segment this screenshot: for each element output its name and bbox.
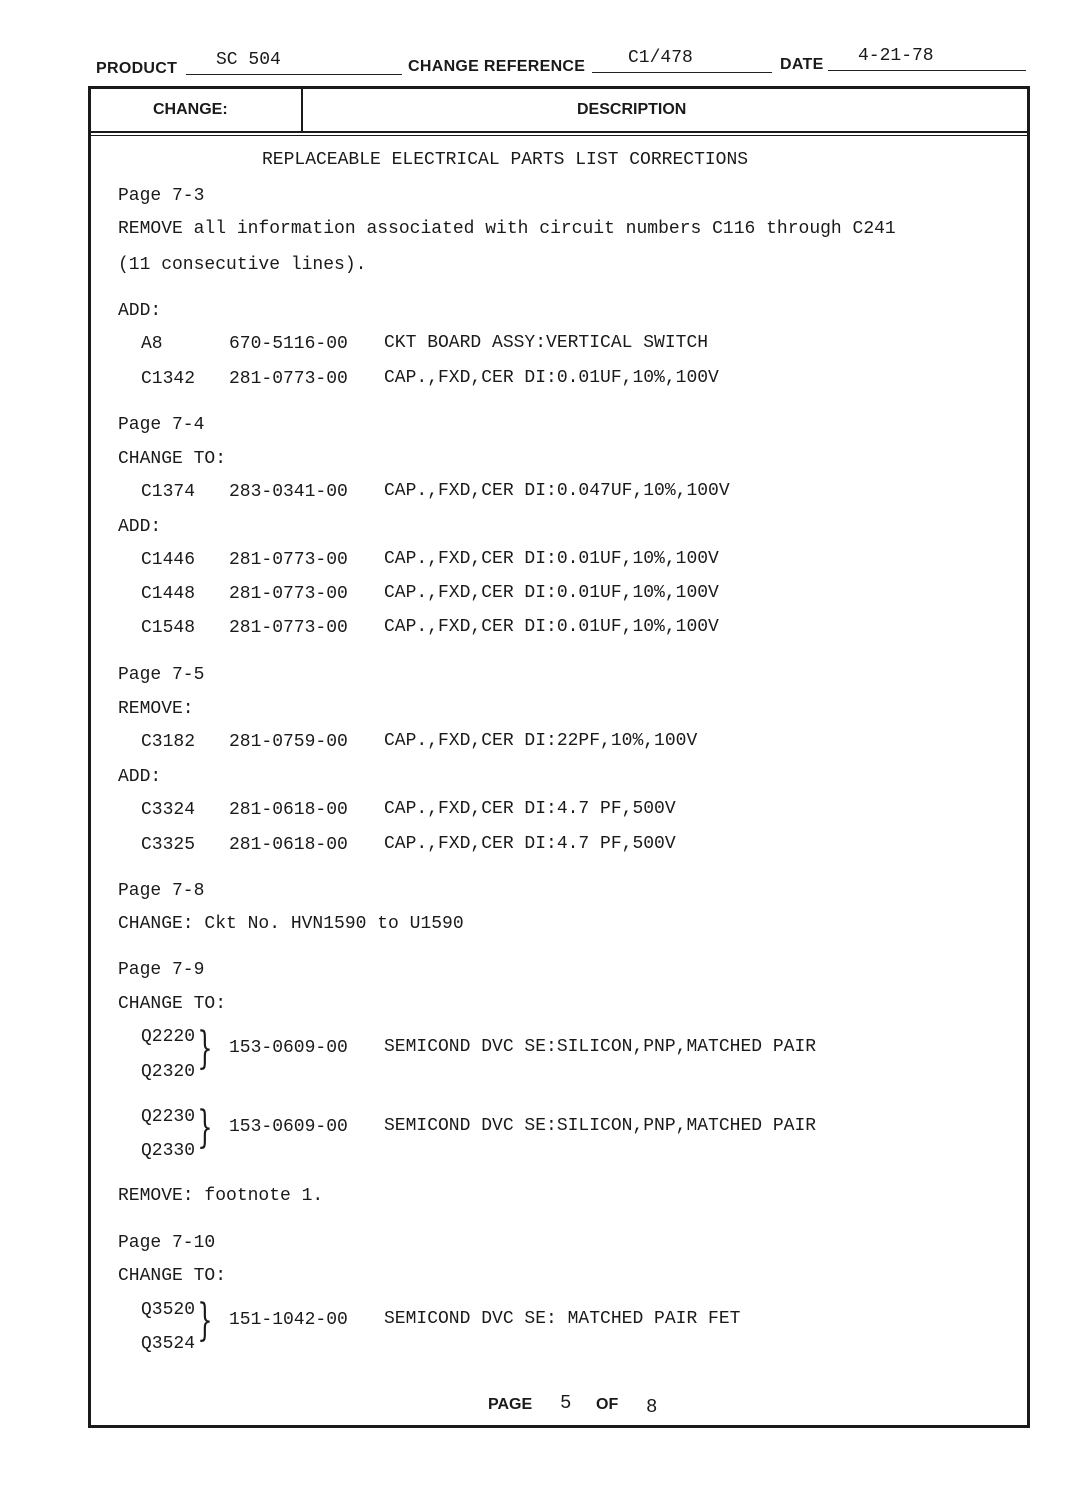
circuit-number: Q2230 — [141, 1107, 196, 1127]
page-ref-7-10: Page 7-10 — [118, 1233, 216, 1253]
part-description: CAP.,FXD,CER DI:4.7 PF,500V — [384, 799, 676, 819]
circuit-number: Q2330 — [141, 1141, 196, 1161]
part-description: CAP.,FXD,CER DI:0.01UF,10%,100V — [384, 368, 719, 388]
remove-label: REMOVE: — [118, 699, 194, 719]
part-description: CAP.,FXD,CER DI:0.01UF,10%,100V — [384, 549, 719, 569]
page-ref-7-5: Page 7-5 — [118, 665, 205, 685]
product-underline — [186, 74, 402, 75]
description-column-header: DESCRIPTION — [577, 101, 687, 118]
change-form-frame — [88, 86, 1030, 1428]
of-label: OF — [596, 1396, 619, 1413]
change-reference-value: C1/478 — [628, 48, 693, 68]
pair-brace-icon: } — [197, 1295, 213, 1346]
add-label: ADD: — [118, 301, 162, 321]
part-description: SEMICOND DVC SE:SILICON,PNP,MATCHED PAIR — [384, 1037, 817, 1057]
change-to-label: CHANGE TO: — [118, 1266, 227, 1286]
circuit-number: Q2220 — [141, 1027, 196, 1047]
part-description: SEMICOND DVC SE:SILICON,PNP,MATCHED PAIR — [384, 1116, 817, 1136]
change-column-header: CHANGE: — [153, 101, 228, 118]
circuit-number: Q3524 — [141, 1334, 196, 1354]
page-ref-7-4: Page 7-4 — [118, 415, 205, 435]
circuit-number: A8 — [141, 334, 163, 354]
page-ref-7-9: Page 7-9 — [118, 960, 205, 980]
add-label: ADD: — [118, 517, 162, 537]
part-number: 281-0759-00 — [229, 732, 348, 752]
change-to-label: CHANGE TO: — [118, 994, 227, 1014]
circuit-number: C3324 — [141, 800, 196, 820]
remove-footnote-instruction: REMOVE: footnote 1. — [118, 1186, 324, 1206]
pair-brace-icon: } — [197, 1023, 213, 1074]
circuit-number: C1374 — [141, 482, 196, 502]
circuit-number: Q3520 — [141, 1300, 196, 1320]
date-underline — [828, 70, 1026, 71]
date-label: DATE — [780, 56, 824, 73]
circuit-number: Q2320 — [141, 1062, 196, 1082]
part-description: CAP.,FXD,CER DI:0.047UF,10%,100V — [384, 481, 730, 501]
date-value: 4-21-78 — [858, 46, 934, 66]
part-number: 670-5116-00 — [229, 334, 348, 354]
change-to-label: CHANGE TO: — [118, 449, 227, 469]
circuit-number: C3325 — [141, 835, 196, 855]
part-number: 151-1042-00 — [229, 1310, 348, 1330]
part-description: SEMICOND DVC SE: MATCHED PAIR FET — [384, 1309, 741, 1329]
part-description: CAP.,FXD,CER DI:22PF,10%,100V — [384, 731, 698, 751]
circuit-number: C3182 — [141, 732, 196, 752]
circuit-number: C1342 — [141, 369, 196, 389]
part-description: CKT BOARD ASSY:VERTICAL SWITCH — [384, 333, 709, 353]
part-number: 281-0773-00 — [229, 550, 348, 570]
circuit-number: C1446 — [141, 550, 196, 570]
page-number: 5 — [560, 1392, 572, 1414]
circuit-number: C1448 — [141, 584, 196, 604]
change-reference-label: CHANGE REFERENCE — [408, 58, 586, 75]
header-rule-secondary — [91, 135, 1027, 136]
total-pages: 8 — [646, 1396, 658, 1418]
part-description: CAP.,FXD,CER DI:0.01UF,10%,100V — [384, 617, 719, 637]
product-label: PRODUCT — [96, 60, 178, 77]
part-number: 281-0618-00 — [229, 835, 348, 855]
add-label: ADD: — [118, 767, 162, 787]
part-number: 281-0773-00 — [229, 369, 348, 389]
remove-instruction: REMOVE all information associated with circuit numbers C116 through C241 — [118, 219, 896, 239]
page-label: PAGE — [488, 1396, 533, 1413]
part-number: 153-0609-00 — [229, 1117, 348, 1137]
circuit-number: C1548 — [141, 618, 196, 638]
part-number: 153-0609-00 — [229, 1038, 348, 1058]
part-number: 281-0618-00 — [229, 800, 348, 820]
part-description: CAP.,FXD,CER DI:4.7 PF,500V — [384, 834, 676, 854]
part-description: CAP.,FXD,CER DI:0.01UF,10%,100V — [384, 583, 719, 603]
pair-brace-icon: } — [197, 1102, 213, 1153]
page-ref-7-3: Page 7-3 — [118, 186, 205, 206]
column-divider — [301, 89, 303, 131]
section-title: REPLACEABLE ELECTRICAL PARTS LIST CORRECTIONS — [262, 150, 749, 170]
change-ckt-instruction: CHANGE: Ckt No. HVN1590 to U1590 — [118, 914, 464, 934]
part-number: 281-0773-00 — [229, 584, 348, 604]
change-reference-underline — [592, 72, 772, 73]
part-number: 283-0341-00 — [229, 482, 348, 502]
header-rule — [91, 131, 1027, 133]
remove-instruction-cont: (11 consecutive lines). — [118, 255, 367, 275]
table-header-row — [91, 89, 1027, 131]
page-ref-7-8: Page 7-8 — [118, 881, 205, 901]
product-value: SC 504 — [216, 50, 281, 70]
part-number: 281-0773-00 — [229, 618, 348, 638]
